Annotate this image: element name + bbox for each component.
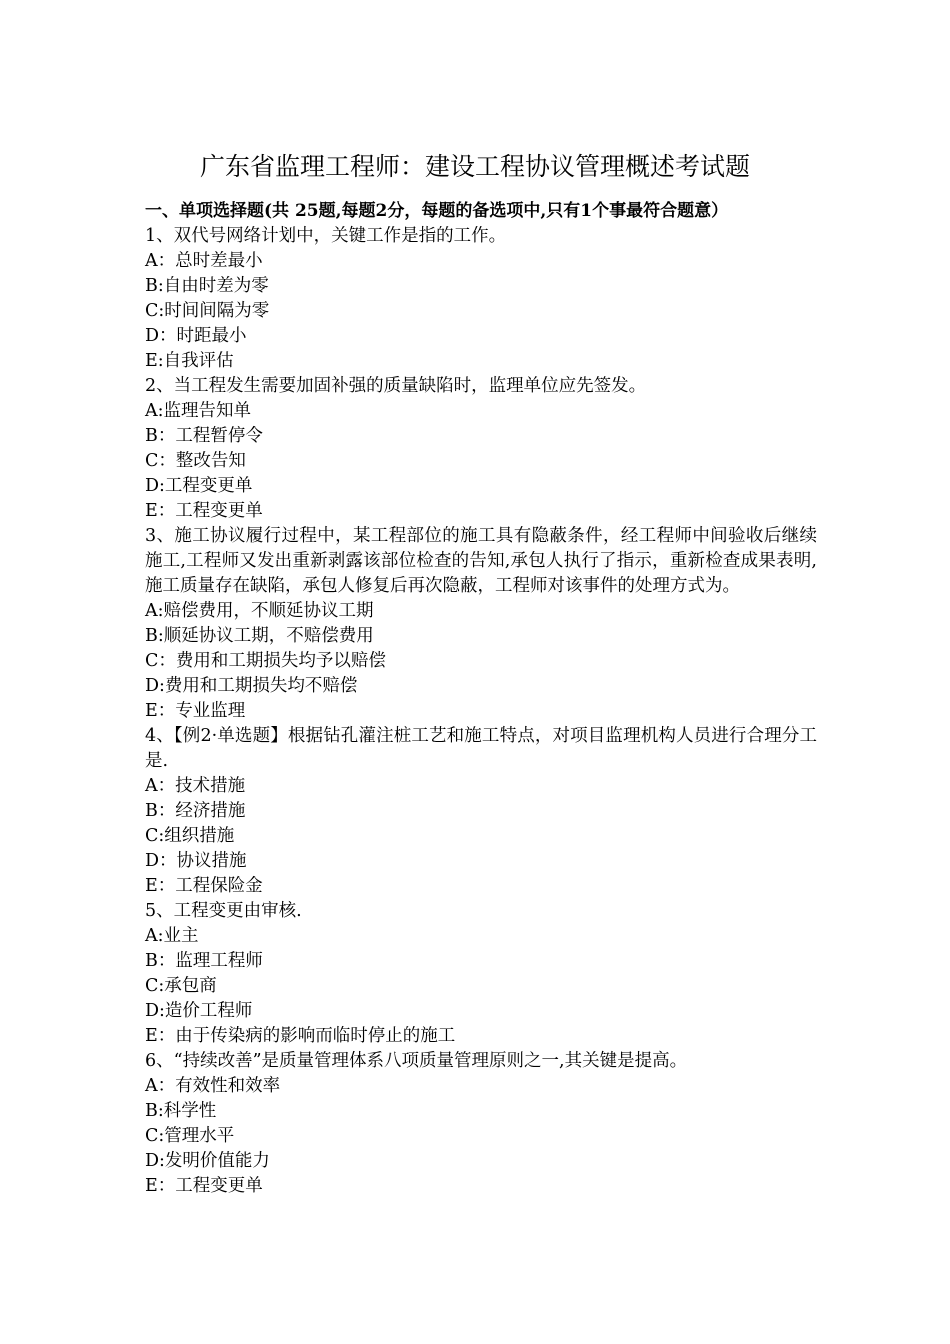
question-text: 1、双代号网络计划中，关键工作是指的工作。	[145, 226, 507, 246]
option-a: A：技术措施	[145, 776, 246, 796]
question-1	[145, 224, 817, 374]
section-header: 一、单项选择题(共 25题,每题2分，每题的备选项中,只有1个事最符合题意）	[145, 201, 729, 221]
option-c: C:管理水平	[145, 1126, 235, 1146]
question-5	[145, 899, 817, 1049]
option-e: E：由于传染病的影响而临时停止的施工	[145, 1026, 456, 1046]
question-text: 6、“持续改善”是质量管理体系八项质量管理原则之一,其关键是提高。	[145, 1051, 688, 1071]
question-3	[145, 524, 817, 724]
option-e: E：工程保险金	[145, 876, 263, 896]
option-a: A：有效性和效率	[145, 1076, 281, 1096]
option-c: C：费用和工期损失均予以赔偿	[145, 651, 386, 671]
option-e: E：专业监理	[145, 701, 246, 721]
document-title: 广东省监理工程师：建设工程协议管理概述考试题	[199, 152, 750, 181]
option-d: D:造价工程师	[145, 1001, 253, 1021]
question-6	[145, 1049, 817, 1199]
option-c: C:承包商	[145, 976, 217, 996]
option-b: B:自由时差为零	[145, 276, 269, 296]
option-c: C:组织措施	[145, 826, 235, 846]
option-b: B:科学性	[145, 1101, 217, 1121]
option-e: E:自我评估	[145, 351, 234, 371]
option-d: D：协议措施	[145, 851, 247, 871]
option-b: B:顺延协议工期，不赔偿费用	[145, 626, 374, 646]
question-text: 3、施工协议履行过程中，某工程部位的施工具有隐蔽条件，经工程师中间验收后继续施工,工程师又发出重新剥露该部位检查的告知,承包人执行了指示，重新检查成果表明,施工质量存在缺陷，承包人修复后再次隐蔽，工程师对该事件的处理方式为。	[145, 526, 817, 596]
option-a: A:监理告知单	[145, 401, 252, 421]
option-d: D：时距最小	[145, 326, 247, 346]
question-text: 2、当工程发生需要加固补强的质量缺陷时，监理单位应先签发。	[145, 376, 647, 396]
option-b: B：监理工程师	[145, 951, 263, 971]
option-e: E：工程变更单	[145, 501, 263, 521]
option-d: D:发明价值能力	[145, 1151, 270, 1171]
document-body	[145, 199, 817, 1199]
option-d: D:费用和工期损失均不赔偿	[145, 676, 358, 696]
question-text: 4、【例2·单选题】根据钻孔灌注桩工艺和施工特点，对项目监理机构人员进行合理分工是.	[145, 726, 817, 771]
option-b: B：经济措施	[145, 801, 246, 821]
question-4	[145, 724, 817, 899]
option-c: C：整改告知	[145, 451, 246, 471]
option-c: C:时间间隔为零	[145, 301, 270, 321]
option-e: E：工程变更单	[145, 1176, 263, 1196]
option-d: D:工程变更单	[145, 476, 253, 496]
question-text: 5、工程变更由审核.	[145, 901, 302, 921]
option-a: A：总时差最小	[145, 251, 263, 271]
question-2	[145, 374, 817, 524]
option-b: B：工程暂停令	[145, 426, 263, 446]
option-a: A:业主	[145, 926, 199, 946]
option-a: A:赔偿费用，不顺延协议工期	[145, 601, 374, 621]
